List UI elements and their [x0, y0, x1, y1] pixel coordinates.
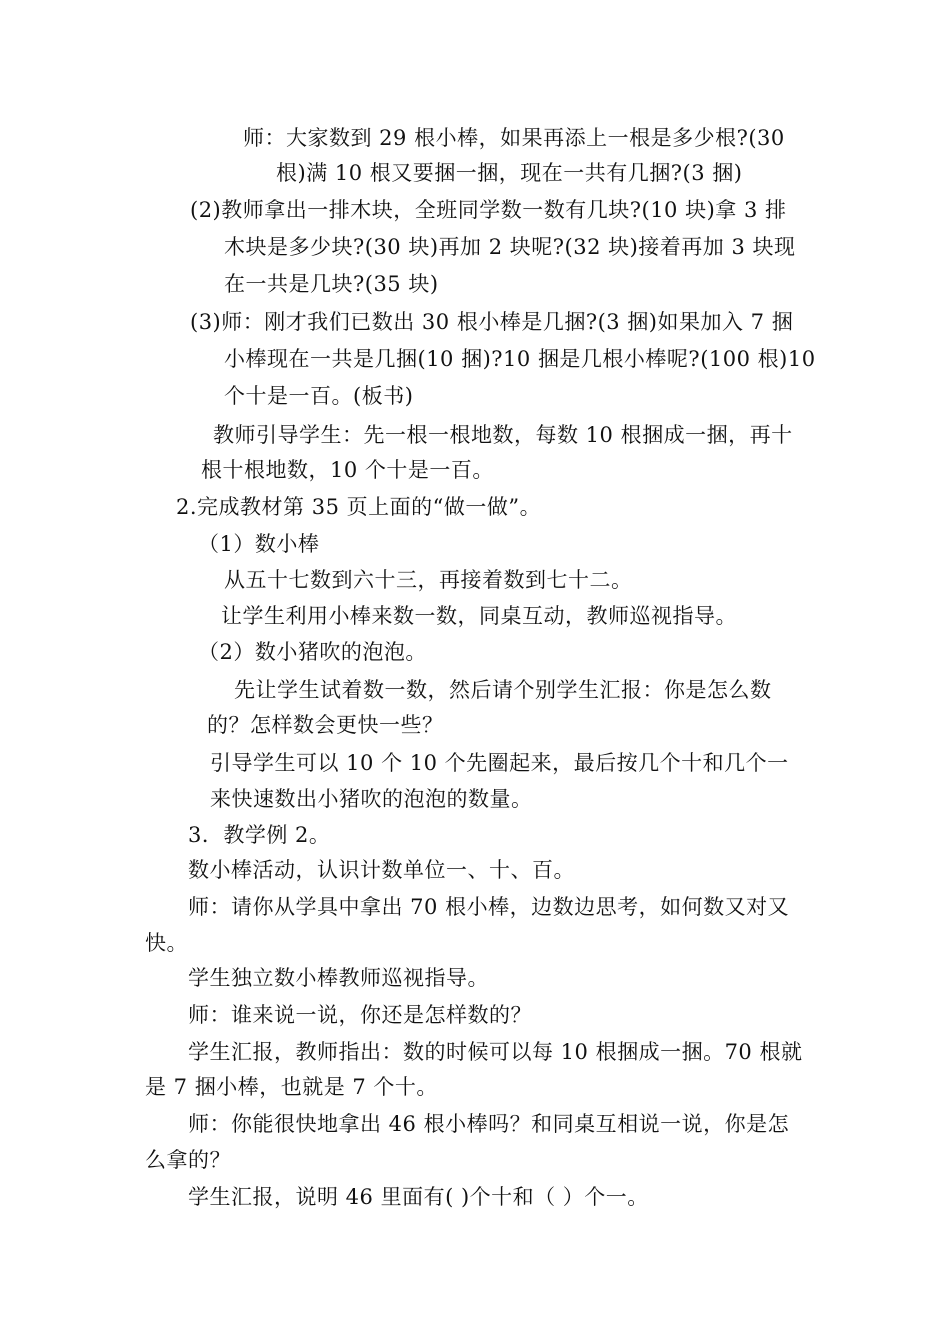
text-line: 引导学生可以 10 个 10 个先圈起来，最后按几个十和几个一: [210, 751, 789, 775]
text-line: 教师引导学生：先一根一根地数，每数 10 根捆成一捆，再十: [213, 423, 793, 447]
text-line: 来快速数出小猪吹的泡泡的数量。: [210, 787, 533, 811]
text-line: 是 7 捆小棒，也就是 7 个十。: [145, 1075, 438, 1099]
text-line: 的？怎样数会更快一些？: [207, 713, 444, 737]
text-line: 学生汇报，教师指出：数的时候可以每 10 根捆成一捆。70 根就: [188, 1040, 803, 1064]
text-line: 师：大家数到 29 根小棒，如果再添上一根是多少根?(30: [243, 126, 785, 150]
text-line: 小棒现在一共是几捆(10 捆)?10 捆是几根小棒呢?(100 根)10: [224, 347, 816, 371]
text-line: （2）数小猪吹的泡泡。: [198, 640, 427, 664]
text-line: 在一共是几块?(35 块): [224, 272, 439, 296]
text-line: 数小棒活动，认识计数单位一、十、百。: [188, 858, 575, 882]
text-line: 师：你能很快地拿出 46 根小棒吗？和同桌互相说一说，你是怎: [188, 1112, 790, 1136]
text-line: 2.完成教材第 35 页上面的“做一做”。: [176, 495, 542, 519]
text-line: (2)教师拿出一排木块，全班同学数一数有几块?(10 块)拿 3 排: [190, 198, 787, 222]
text-line: (3)师：刚才我们已数出 30 根小棒是几捆?(3 捆)如果加入 7 捆: [190, 310, 794, 334]
text-line: 先让学生试着数一数，然后请个别学生汇报：你是怎么数: [234, 678, 772, 702]
text-line: 师：谁来说一说，你还是怎样数的？: [188, 1003, 532, 1027]
text-line: 个十是一百。(板书): [224, 384, 414, 408]
text-line: 根)满 10 根又要捆一捆，现在一共有几捆?(3 捆): [276, 161, 743, 185]
text-line: 3．教学例 2。: [188, 823, 331, 847]
text-line: 学生独立数小棒教师巡视指导。: [188, 966, 489, 990]
text-line: 根十根地数，10 个十是一百。: [201, 458, 494, 482]
text-line: 学生汇报，说明 46 里面有( )个十和（ ）个一。: [188, 1185, 649, 1209]
text-line: （1）数小棒: [198, 532, 320, 556]
text-line: 快。: [145, 931, 188, 955]
text-line: 让学生利用小棒来数一数，同桌互动，教师巡视指导。: [221, 604, 737, 628]
text-line: 师：请你从学具中拿出 70 根小棒，边数边思考，如何数又对又: [188, 895, 790, 919]
text-line: 么拿的？: [145, 1148, 231, 1172]
text-line: 木块是多少块?(30 块)再加 2 块呢?(32 块)接着再加 3 块现: [224, 235, 796, 259]
text-line: 从五十七数到六十三，再接着数到七十二。: [224, 568, 633, 592]
